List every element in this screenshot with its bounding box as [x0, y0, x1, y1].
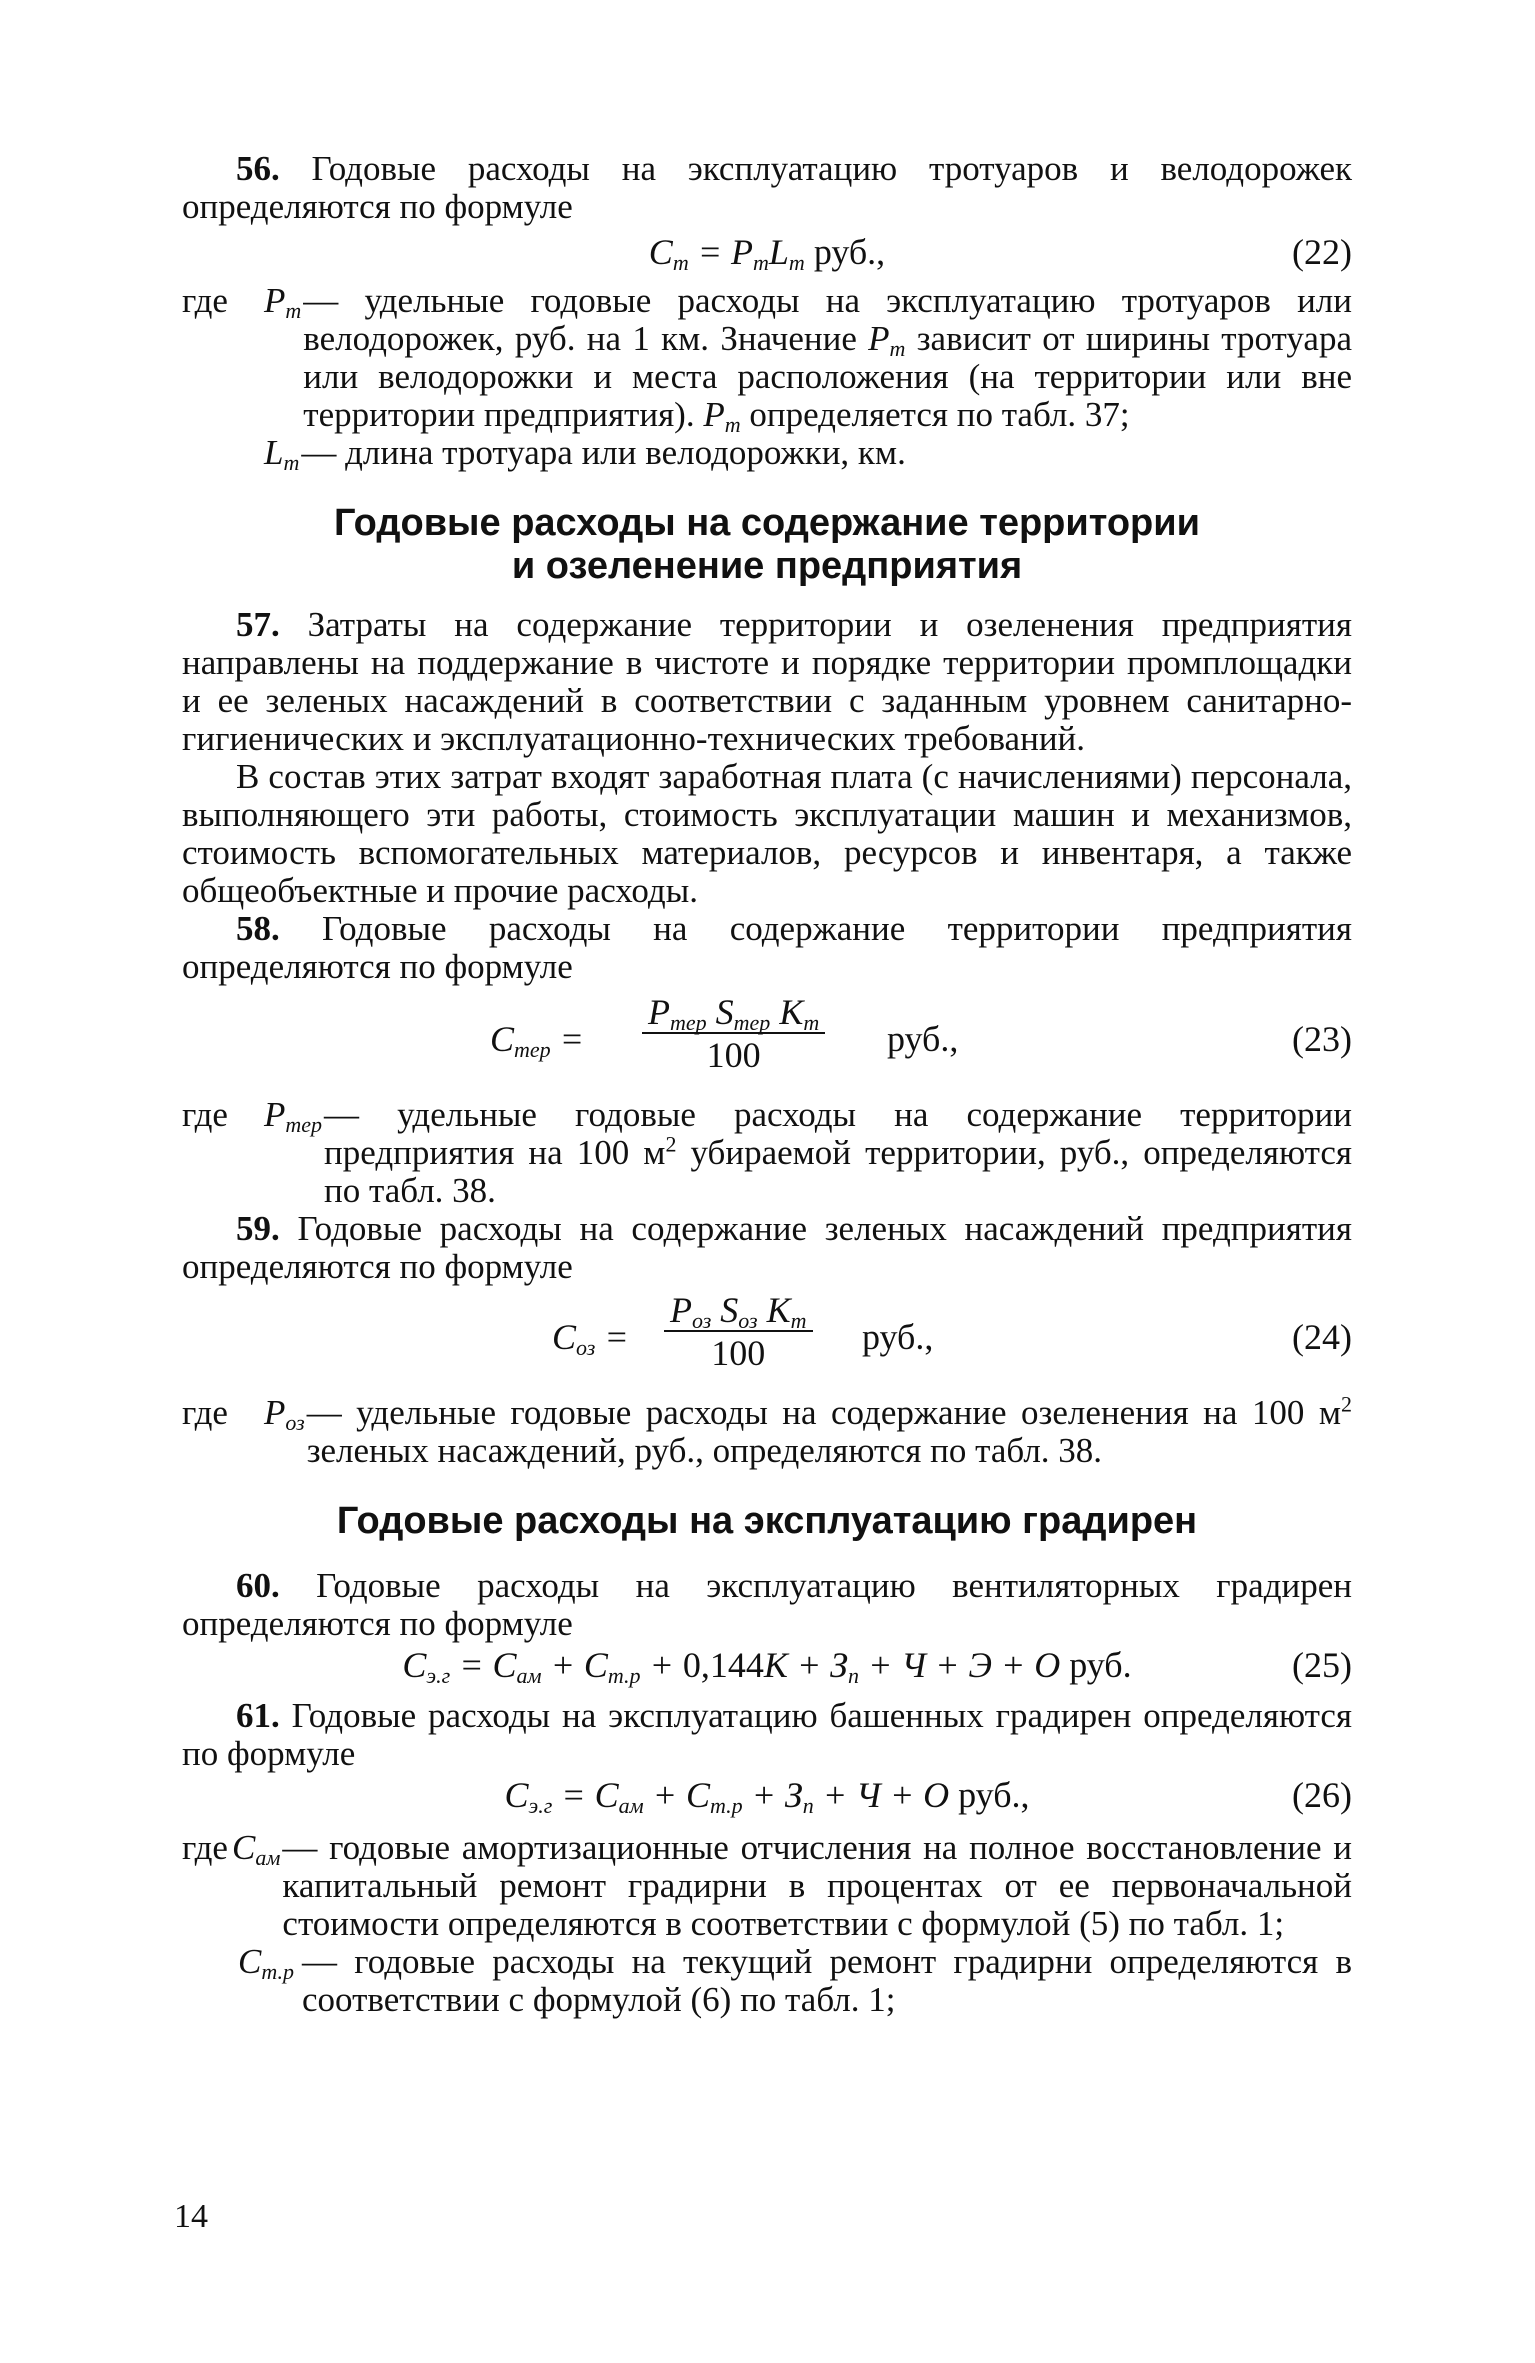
paragraph-61: 61. Годовые расходы на эксплуатацию башенных градирен определяются по формуле — [182, 1696, 1352, 1773]
formula-22 — [182, 230, 1352, 274]
formula-24: $C_{оз}$ = $P_{оз}$ $S_{оз}$ $K_т$ 100 руб., (24) — [552, 1290, 1352, 1373]
definitions-24 — [182, 1391, 1352, 1470]
definition-lt: $L_т$ — длина тротуара или велодорожки, км. — [264, 433, 906, 475]
paragraph-56: 56. Годовые расходы на эксплуатацию тротуаров и велодорожек определяются по формуле — [182, 149, 1352, 226]
paragraph-60: 60. Годовые расходы на эксплуатацию вентиляторных градирен определяются по формуле — [182, 1566, 1352, 1643]
paragraph-57: 57. Затраты на содержание территории и озеленения предприятия направлены на поддержание в чистоте и порядке территории промплощадки и ее зеленых насаждений в соответствии с заданным уровнем санитарно-гигиенических и эксплуатационно-технических требований. — [182, 605, 1352, 758]
formula-25 — [182, 1643, 1352, 1687]
equation-number-25: (25) — [1292, 1645, 1352, 1685]
definition-pter: где $P_{тер}$ — удельные годовые расходы на содержание территории предприятия на 100 $м^2$ убираемой территории, руб., определяются по табл. 38. — [182, 1095, 1352, 1210]
definition-pt: где $P_т$ — удельные годовые расходы на эксплуатацию тротуаров или велодорожек, руб. на 1 км. Значение $P_т$ зависит от ширины тротуара или велодорожки и места расположения (на территории или вне территории предприятия). $P_т$ определяется по табл. 37; — [182, 281, 1352, 437]
page-number: 14 — [174, 2198, 208, 2235]
definition-poz: где $P_{оз}$ — удельные годовые расходы на содержание озеленения на 100 $м^2$ зеленых насаждений, руб., определяются по табл. 38. — [182, 1391, 1352, 1470]
equation-number-26: (26) — [1292, 1775, 1352, 1815]
paragraph-57-cont: В состав этих затрат входят заработная плата (с начислениями) персонала, выполняющего эти работы, стоимость эксплуатации машин и механизмов, стоимость вспомогательных материалов, ресурсов и инвентаря, а также общеобъектные и прочие расходы. — [182, 757, 1352, 910]
definitions-22 — [182, 281, 1352, 475]
formula-26 — [182, 1773, 1352, 1817]
definitions-26 — [182, 1829, 1352, 2019]
equation-number-24: (24) — [1292, 1317, 1352, 1357]
formula-23: $C_{тер}$ = $P_{тер}$ $S_{тер}$ $K_т$ 100 руб., (23) — [490, 992, 1352, 1075]
section-heading-cooling-towers: Годовые расходы на эксплуатацию градирен — [336, 1500, 1198, 1542]
definition-cam: где $C_{ам}$ — годовые амортизационные отчисления на полное восстановление и капитальный ремонт градирни в процентах от ее первоначальной стоимости определяются в соответствии с формулой (5) по табл. 1; — [182, 1828, 1352, 1943]
formula-22-expression: $C_т = P_тL_т$ руб., — [648, 232, 886, 275]
formula-26-expression: $C_{э.г} = C_{ам} + C_{т.р} + З_п + Ч + О$ руб., — [504, 1775, 1030, 1818]
equation-number-22: (22) — [1292, 232, 1352, 272]
equation-number-23: (23) — [1292, 1019, 1352, 1059]
section-heading-territory: Годовые расходы на содержание территории и озеленение предприятия — [334, 502, 1200, 587]
definitions-23 — [182, 1096, 1352, 1210]
page-content — [182, 150, 1352, 2019]
formula-25-expression: $C_{э.г} = C_{ам} + C_{т.р} + 0,144K + З_п + Ч + Э + О$ руб. — [402, 1645, 1132, 1688]
paragraph-58: 58. Годовые расходы на содержание территории предприятия определяются по формуле — [182, 909, 1352, 986]
paragraph-59: 59. Годовые расходы на содержание зеленых насаждений предприятия определяются по формуле — [182, 1209, 1352, 1286]
definition-ctr: $C_{т.р}$ — годовые расходы на текущий ремонт градирни определяются в соответствии с формулой (6) по табл. 1; — [238, 1942, 1352, 2019]
